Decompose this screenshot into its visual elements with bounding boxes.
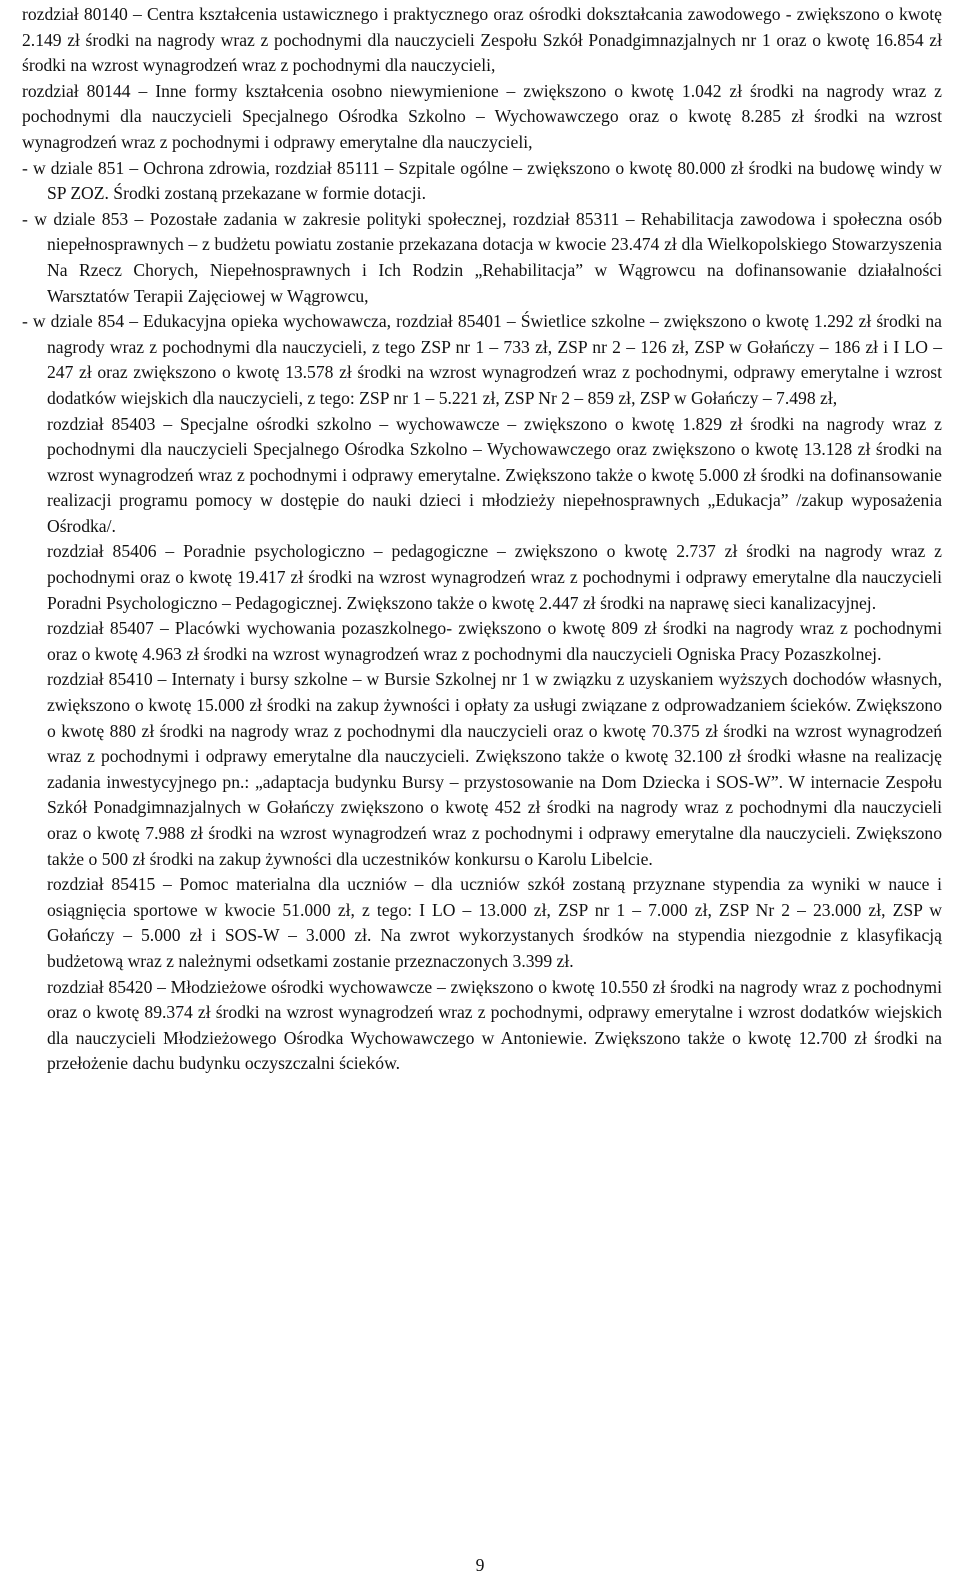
paragraph-rozdzial-85415: rozdział 85415 – Pomoc materialna dla uczniów – dla uczniów szkół zostaną przyznane stypendia za wyniki w nauce i osiągnięcia sportowe w kwocie 51.000 zł, z tego: I LO – 13.000 zł, ZSP nr 1 – 7.000 zł, ZSP Nr 2 – 23.000 zł, ZSP w Gołańczy – 5.000 zł i SOS-W – 3.000 zł. Na zwrot wykorzystanych środków na stypendia niezgodnie z klasyfikacją budżetową wraz z należnymi odsetkami zostanie przeznaczonych 3.399 zł. (47, 874, 942, 971)
page-number: 9 (475, 1555, 485, 1575)
paragraph-rozdzial-85410: rozdział 85410 – Internaty i bursy szkolne – w Bursie Szkolnej nr 1 w związku z uzyskaniem wyższych dochodów własnych, zwiększono o kwotę 15.000 zł środki na zakup żywności i opłaty za usługi związane z odprowadzaniem ścieków. Zwiększono o kwotę 880 zł środki na nagrody wraz z pochodnymi dla nauczycieli oraz o kwotę 70.375 zł środki na wzrost wynagrodzeń wraz z pochodnymi i odprawy emerytalne dla nauczycieli. Zwiększono także o kwotę 32.100 zł środki własne na realizację zadania inwestycyjnego pn.: „adaptacja budynku Bursy – przystosowanie na Dom Dziecka i SOS-W”. W internacie Zespołu Szkół Ponadgimnazjalnych w Gołańczy zwiększono o kwotę 452 zł środki na nagrody wraz z pochodnymi dla nauczycieli oraz o kwotę 7.988 zł środki na wzrost wynagrodzeń wraz z pochodnymi i odprawy emerytalne dla nauczycieli. Zwiększono także o 500 zł środki na zakup żywności dla uczestników konkursu o Karolu Libelcie. (47, 669, 942, 869)
paragraph-dzial-854: - w dziale 854 – Edukacyjna opieka wychowawcza, rozdział 85401 – Świetlice szkolne – zwiększono o kwotę 1.292 zł środki na nagrody wraz z pochodnymi dla nauczycieli, z tego ZSP nr 1 – 733 zł, ZSP nr 2 – 126 zł, ZSP w Gołańczy – 186 zł i I LO – 247 zł oraz zwiększono o kwotę 13.578 zł środki na wzrost wynagrodzeń wraz z pochodnymi, odprawy emerytalne i wzrost dodatków wiejskich dla nauczycieli, z tego: ZSP nr 1 – 5.221 zł, ZSP Nr 2 – 859 zł, ZSP w Gołańczy – 7.498 zł, (22, 311, 942, 408)
paragraph-dzial-851: - w dziale 851 – Ochrona zdrowia, rozdział 85111 – Szpitale ogólne – zwiększono o kwotę 80.000 zł środki na budowę windy w SP ZOZ. Środki zostaną przekazane w formie dotacji. (22, 157, 942, 204)
paragraph-rozdzial-80144: rozdział 80144 – Inne formy kształcenia osobno niewymienione – zwiększono o kwotę 1.042 zł środki na nagrody wraz z pochodnymi dla nauczycieli Specjalnego Ośrodka Szkolno – Wychowawczego oraz o kwotę 8.285 zł środki na wzrost wynagrodzeń wraz z pochodnymi i odprawy emerytalne dla nauczycieli, (22, 80, 942, 152)
paragraph-rozdzial-85403: rozdział 85403 – Specjalne ośrodki szkolno – wychowawcze – zwiększono o kwotę 1.829 zł środki na nagrody wraz z pochodnymi dla nauczycieli Specjalnego Ośrodka Szkolno – Wychowawczego oraz zwiększono o kwotę 13.128 zł środki na wzrost wynagrodzeń wraz z pochodnymi i odprawy emerytalne. Zwiększono także o kwotę 5.000 zł środki na dofinansowanie realizacji programu pomocy w dostępie do nauki dzieci i młodzieży niepełnosprawnych „Edukacja” /zakup wyposażenia Ośrodka/. (47, 413, 942, 536)
paragraph-rozdzial-85420: rozdział 85420 – Młodzieżowe ośrodki wychowawcze – zwiększono o kwotę 10.550 zł środki na nagrody wraz z pochodnymi oraz o kwotę 89.374 zł środki na wzrost wynagrodzeń wraz z pochodnymi, odprawy emerytalne i wzrost dodatków wiejskich dla nauczycieli Młodzieżowego Ośrodka Wychowawczego w Antoniewie. Zwiększono także o kwotę 12.700 zł środki na przełożenie dachu budynku oczyszczalni ścieków. (47, 976, 942, 1074)
paragraph-rozdzial-85407: rozdział 85407 – Placówki wychowania pozaszkolnego- zwiększono o kwotę 809 zł środki na nagrody wraz z pochodnymi oraz o kwotę 4.963 zł środki na wzrost wynagrodzeń wraz z pochodnymi dla nauczycieli Ogniska Pracy Pozaszkolnej. (47, 618, 942, 664)
paragraph-dzial-853: - w dziale 853 – Pozostałe zadania w zakresie polityki społecznej, rozdział 85311 – Rehabilitacja zawodowa i społeczna osób niepełnosprawnych – z budżetu powiatu zostanie przekazana dotacja w kwocie 23.474 zł dla Wielkopolskiego Stowarzyszenia Na Rzecz Chorych, Niepełnosprawnych i Ich Rodzin „Rehabilitacja” w Wągrowcu na dofinansowanie działalności Warsztatów Terapii Zajęciowej w Wągrowcu, (22, 208, 942, 306)
paragraph-rozdzial-85406: rozdział 85406 – Poradnie psychologiczno – pedagogiczne – zwiększono o kwotę 2.737 zł środki na nagrody wraz z pochodnymi oraz o kwotę 19.417 zł środki na wzrost wynagrodzeń wraz z pochodnymi i odprawy emerytalne dla nauczycieli Poradni Psychologiczno – Pedagogicznej. Zwiększono także o kwotę 2.447 zł środki na naprawę sieci kanalizacyjnej. (47, 541, 942, 613)
document-body (22, 2, 942, 1077)
paragraph-rozdzial-80140: rozdział 80140 – Centra kształcenia ustawicznego i praktycznego oraz ośrodki dokształcania zawodowego - zwiększono o kwotę 2.149 zł środki na nagrody wraz z pochodnymi dla nauczycieli Zespołu Szkół Ponadgimnazjalnych nr 1 oraz o kwotę 16.854 zł środki na wzrost wynagrodzeń wraz z pochodnymi dla nauczycieli, (22, 4, 942, 76)
